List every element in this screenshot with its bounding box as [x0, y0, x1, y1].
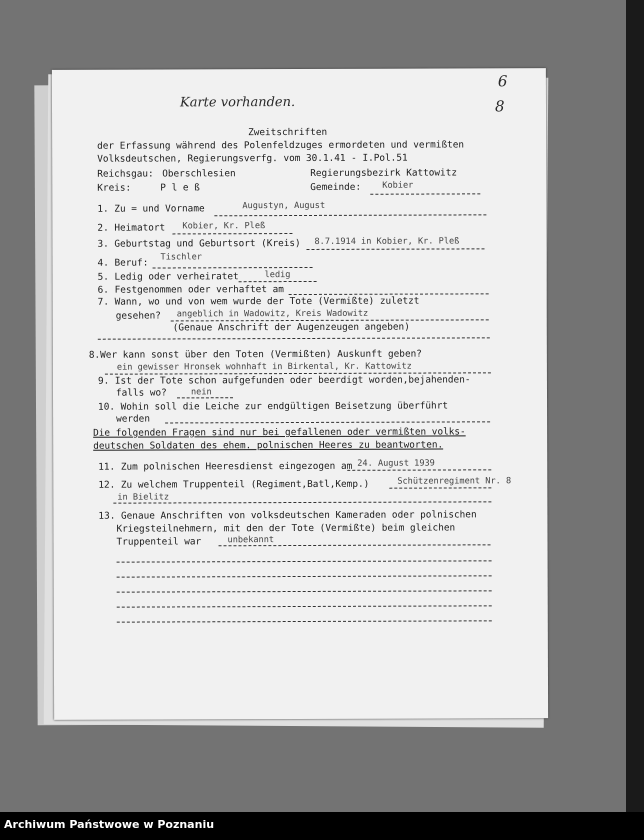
fill-line — [177, 397, 233, 398]
q13-label-line2: Kriegsteilnehmern, mit den der Tote (Vermißte) beim gleichen — [116, 522, 456, 535]
fill-line — [113, 501, 491, 503]
q5-value: ledig — [264, 270, 291, 281]
q11-label: 11. Zum polnischen Heeresdienst eingezogen am — [98, 460, 353, 473]
q12-value: Schützenregiment Nr. 8 — [397, 476, 512, 487]
fill-line — [306, 248, 484, 250]
blank-line — [117, 590, 492, 592]
gemeinde-value: Kobier — [382, 180, 414, 191]
q7-value: angeblich in Wadowitz, Kreis Wadowitz — [176, 308, 369, 320]
reichsgau-value: Oberschlesien — [162, 168, 236, 180]
form-subtitle-line1: der Erfassung während des Polenfeldzuges ermordeten und vermißten — [97, 139, 465, 152]
q9-value: nein — [190, 387, 212, 398]
q12-label: 12. Zu welchem Truppenteil (Regiment,Batl,Kemp.) — [98, 478, 370, 491]
fill-line — [172, 233, 292, 234]
film-edge — [626, 0, 644, 812]
q3-value: 8.7.1914 in Kobier, Kr. Pleß — [314, 236, 460, 247]
kreis-label: Kreis: — [97, 182, 132, 194]
q1-label: 1. Zu = und Vorname — [97, 203, 205, 215]
document-page — [52, 68, 548, 720]
q4-label: 4. Beruf: — [97, 257, 149, 269]
fill-line — [165, 421, 490, 423]
fill-line — [347, 469, 491, 471]
reichsgau-label: Reichsgau: — [97, 168, 154, 180]
gemeinde-label: Gemeinde: — [310, 181, 362, 193]
fill-line — [389, 487, 491, 488]
fill-line — [214, 214, 486, 216]
q2-label: 2. Heimatort — [97, 222, 166, 234]
fill-line — [239, 281, 317, 282]
q7-label-2: gesehen? — [115, 310, 161, 322]
q9-label-2: falls wo? — [115, 387, 167, 399]
q8-label: 8.Wer kann sonst über den Toten (Vermißten) Auskunft geben? — [88, 348, 422, 361]
q10-label: 10. Wohin soll die Leiche zur endgültigen Beisetzung überführt — [98, 400, 449, 413]
q8-value: ein gewisser Hronsek wohnhaft in Birkental, Kr. Kattowitz — [116, 361, 412, 373]
form-title: Zweitschriften — [248, 126, 328, 139]
blank-line — [117, 575, 492, 577]
blank-line — [117, 620, 492, 622]
fill-line — [98, 337, 490, 339]
q7-label: 7. Wann, wo und von wem wurde der Tote (Vermißte) zuletzt — [97, 295, 420, 308]
q5-label: 5. Ledig oder verheiratet — [97, 271, 239, 283]
fill-line — [219, 544, 491, 546]
q4-value: Tischler — [160, 252, 202, 263]
q12-value-2: in Bielitz — [117, 492, 170, 503]
blank-line — [117, 560, 492, 562]
fill-line — [153, 267, 313, 269]
q2-value: Kobier, Kr. Pleß — [182, 221, 266, 232]
handwritten-note: Karte vorhanden. — [179, 95, 296, 111]
q1-value: Augustyn, August — [242, 200, 326, 212]
fill-line — [370, 193, 480, 194]
q10-label-2: werden — [116, 413, 150, 425]
archive-caption: Archiwum Państwowe w Poznaniu — [4, 818, 215, 831]
q7-note: (Genaue Anschrift der Augenzeugen angeben) — [172, 321, 410, 334]
form-subtitle-line2: Volksdeutschen, Regierungsverfg. vom 30.1.41 - I.Pol.51 — [97, 152, 408, 165]
bezirk-label: Regierungsbezirk Kattowitz — [310, 167, 457, 179]
page-number-bottom: 8 — [494, 97, 505, 116]
q13-label-line1: 13. Genaue Anschriften von volksdeutschen Kameraden oder polnischen — [98, 509, 477, 522]
page-number-top: 6 — [497, 72, 508, 91]
q13-value: unbekannt — [227, 535, 275, 546]
q11-value: 24. August 1939 — [357, 458, 435, 469]
q3-label: 3. Geburtstag und Geburtsort (Kreis) — [97, 237, 301, 250]
kreis-value: P l e ß — [160, 182, 200, 194]
q13-label-line3: Truppenteil war — [116, 536, 202, 548]
section-note-line2: deutschen Soldaten des ehem. polnischen Heeres zu beantworten. — [93, 439, 444, 452]
blank-line — [117, 605, 492, 607]
section-note-line1: Die folgenden Fragen sind nur bei gefallenen oder vermißten volks- — [93, 426, 466, 439]
q6-label: 6. Festgenommen oder verhaftet am — [97, 284, 284, 296]
q9-label: 9. Ist der Tote schon aufgefunden oder beerdigt worden,bejahenden- — [97, 374, 471, 387]
